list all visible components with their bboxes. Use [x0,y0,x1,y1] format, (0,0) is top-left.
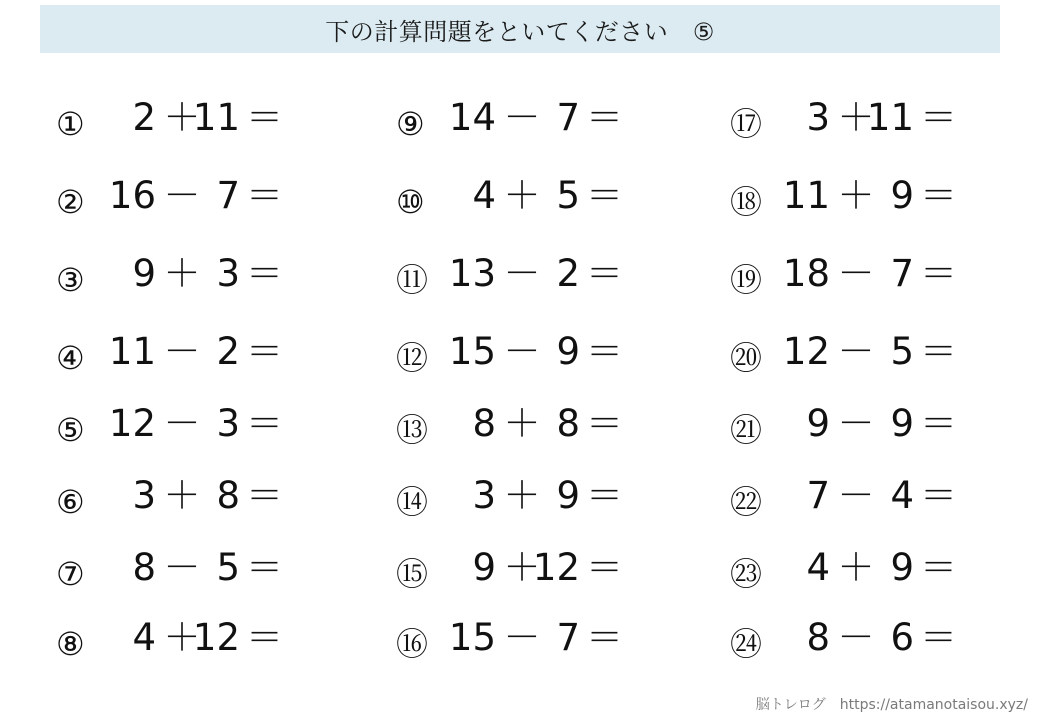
problem-item [396,176,636,226]
second-operand: 9 [556,474,580,517]
equals-sign: ＝ [246,174,283,217]
first-operand: 16 [108,174,156,217]
second-operand: 7 [890,252,914,295]
equals-sign: ＝ [586,330,623,373]
problem-item [730,404,970,454]
equals-sign: ＝ [586,252,623,295]
problem-item [56,476,296,526]
title-bar [40,5,1000,53]
problem-number: ⑦ [56,555,85,593]
problem-number: ⑭ [396,483,429,521]
second-operand: 2 [216,330,240,373]
first-operand: 4 [132,616,156,659]
problem-item [396,332,636,382]
first-operand: 8 [806,616,830,659]
second-operand: 9 [556,330,580,373]
problem-item [730,254,970,304]
operator: － [837,402,875,445]
operator: － [163,174,201,217]
equals-sign: ＝ [920,96,957,139]
second-operand: 5 [890,330,914,373]
equals-sign: ＝ [246,616,283,659]
second-operand: 5 [216,546,240,589]
problem-number: ⑫ [396,339,429,377]
operator: － [503,252,541,295]
second-operand: 12 [532,546,580,589]
first-operand: 2 [132,96,156,139]
problem-item [396,98,636,148]
problem-item [56,98,296,148]
operator: ＋ [837,174,875,217]
first-operand: 9 [806,402,830,445]
worksheet-title: 下の計算問題をといてください ⑤ [325,17,715,46]
equals-sign: ＝ [246,402,283,445]
equals-sign: ＝ [920,252,957,295]
problem-number: ㉒ [730,483,763,521]
equals-sign: ＝ [586,474,623,517]
equals-sign: ＝ [920,402,957,445]
operator: － [837,252,875,295]
problem-number: ⑮ [396,555,429,593]
first-operand: 8 [472,402,496,445]
second-operand: 8 [556,402,580,445]
equals-sign: ＝ [920,174,957,217]
first-operand: 14 [448,96,496,139]
first-operand: 7 [806,474,830,517]
second-operand: 7 [556,96,580,139]
problem-item [730,332,970,382]
second-operand: 6 [890,616,914,659]
problem-number: ⑥ [56,483,85,521]
problem-number: ⑩ [396,183,425,221]
problem-number: ⑧ [56,625,85,663]
first-operand: 13 [448,252,496,295]
equals-sign: ＝ [246,252,283,295]
problem-number: ⑱ [730,183,763,221]
problem-number: ⑨ [396,105,425,143]
second-operand: 9 [890,546,914,589]
operator: ＋ [163,252,201,295]
equals-sign: ＝ [586,96,623,139]
operator: ＋ [163,96,201,139]
operator: ＋ [837,96,875,139]
second-operand: 9 [890,174,914,217]
operator: － [837,616,875,659]
second-operand: 3 [216,252,240,295]
operator: － [163,330,201,373]
equals-sign: ＝ [586,402,623,445]
first-operand: 3 [472,474,496,517]
problem-number: ⑬ [396,411,429,449]
operator: － [163,402,201,445]
second-operand: 7 [216,174,240,217]
second-operand: 8 [216,474,240,517]
operator: － [837,474,875,517]
first-operand: 12 [108,402,156,445]
operator: － [837,330,875,373]
first-operand: 9 [472,546,496,589]
problem-number: ⑪ [396,261,429,299]
equals-sign: ＝ [920,546,957,589]
first-operand: 12 [782,330,830,373]
equals-sign: ＝ [246,96,283,139]
first-operand: 8 [132,546,156,589]
operator: ＋ [503,402,541,445]
problem-item [730,618,970,668]
second-operand: 12 [192,616,240,659]
problem-item [730,548,970,598]
first-operand: 3 [132,474,156,517]
equals-sign: ＝ [920,474,957,517]
equals-sign: ＝ [246,546,283,589]
first-operand: 15 [448,616,496,659]
operator: ＋ [503,474,541,517]
problem-item [396,254,636,304]
site-credit: 脳トレログ https://atamanotaisou.xyz/ [755,697,1028,713]
problem-item [730,176,970,226]
problem-item [56,618,296,668]
operator: ＋ [503,546,541,589]
operator: ＋ [163,474,201,517]
problem-item [396,618,636,668]
first-operand: 18 [782,252,830,295]
problem-item [730,476,970,526]
equals-sign: ＝ [586,616,623,659]
first-operand: 15 [448,330,496,373]
equals-sign: ＝ [246,330,283,373]
equals-sign: ＝ [586,174,623,217]
problem-item [396,476,636,526]
second-operand: 11 [866,96,914,139]
problem-item [396,404,636,454]
first-operand: 3 [806,96,830,139]
problem-number: ㉑ [730,411,763,449]
problem-number: ③ [56,261,85,299]
second-operand: 4 [890,474,914,517]
equals-sign: ＝ [920,330,957,373]
problem-number: ⑯ [396,625,429,663]
operator: ＋ [163,616,201,659]
operator: － [503,330,541,373]
first-operand: 11 [108,330,156,373]
problem-number: ⑤ [56,411,85,449]
problem-item [730,98,970,148]
operator: － [163,546,201,589]
operator: － [503,616,541,659]
operator: ＋ [503,174,541,217]
equals-sign: ＝ [920,616,957,659]
problem-number: ㉓ [730,555,763,593]
second-operand: 3 [216,402,240,445]
problem-item [56,548,296,598]
problem-number: ⑲ [730,261,763,299]
problem-item [56,254,296,304]
problem-number: ㉔ [730,625,763,663]
problem-item [56,176,296,226]
first-operand: 9 [132,252,156,295]
operator: － [503,96,541,139]
problem-number: ⑰ [730,105,763,143]
second-operand: 11 [192,96,240,139]
problem-item [56,404,296,454]
operator: ＋ [837,546,875,589]
first-operand: 11 [782,174,830,217]
problem-number: ④ [56,339,85,377]
second-operand: 2 [556,252,580,295]
second-operand: 7 [556,616,580,659]
problem-item [56,332,296,382]
problem-item [396,548,636,598]
equals-sign: ＝ [246,474,283,517]
problem-number: ① [56,105,85,143]
second-operand: 9 [890,402,914,445]
problem-number: ② [56,183,85,221]
second-operand: 5 [556,174,580,217]
first-operand: 4 [806,546,830,589]
equals-sign: ＝ [586,546,623,589]
first-operand: 4 [472,174,496,217]
problem-number: ⑳ [730,339,763,377]
